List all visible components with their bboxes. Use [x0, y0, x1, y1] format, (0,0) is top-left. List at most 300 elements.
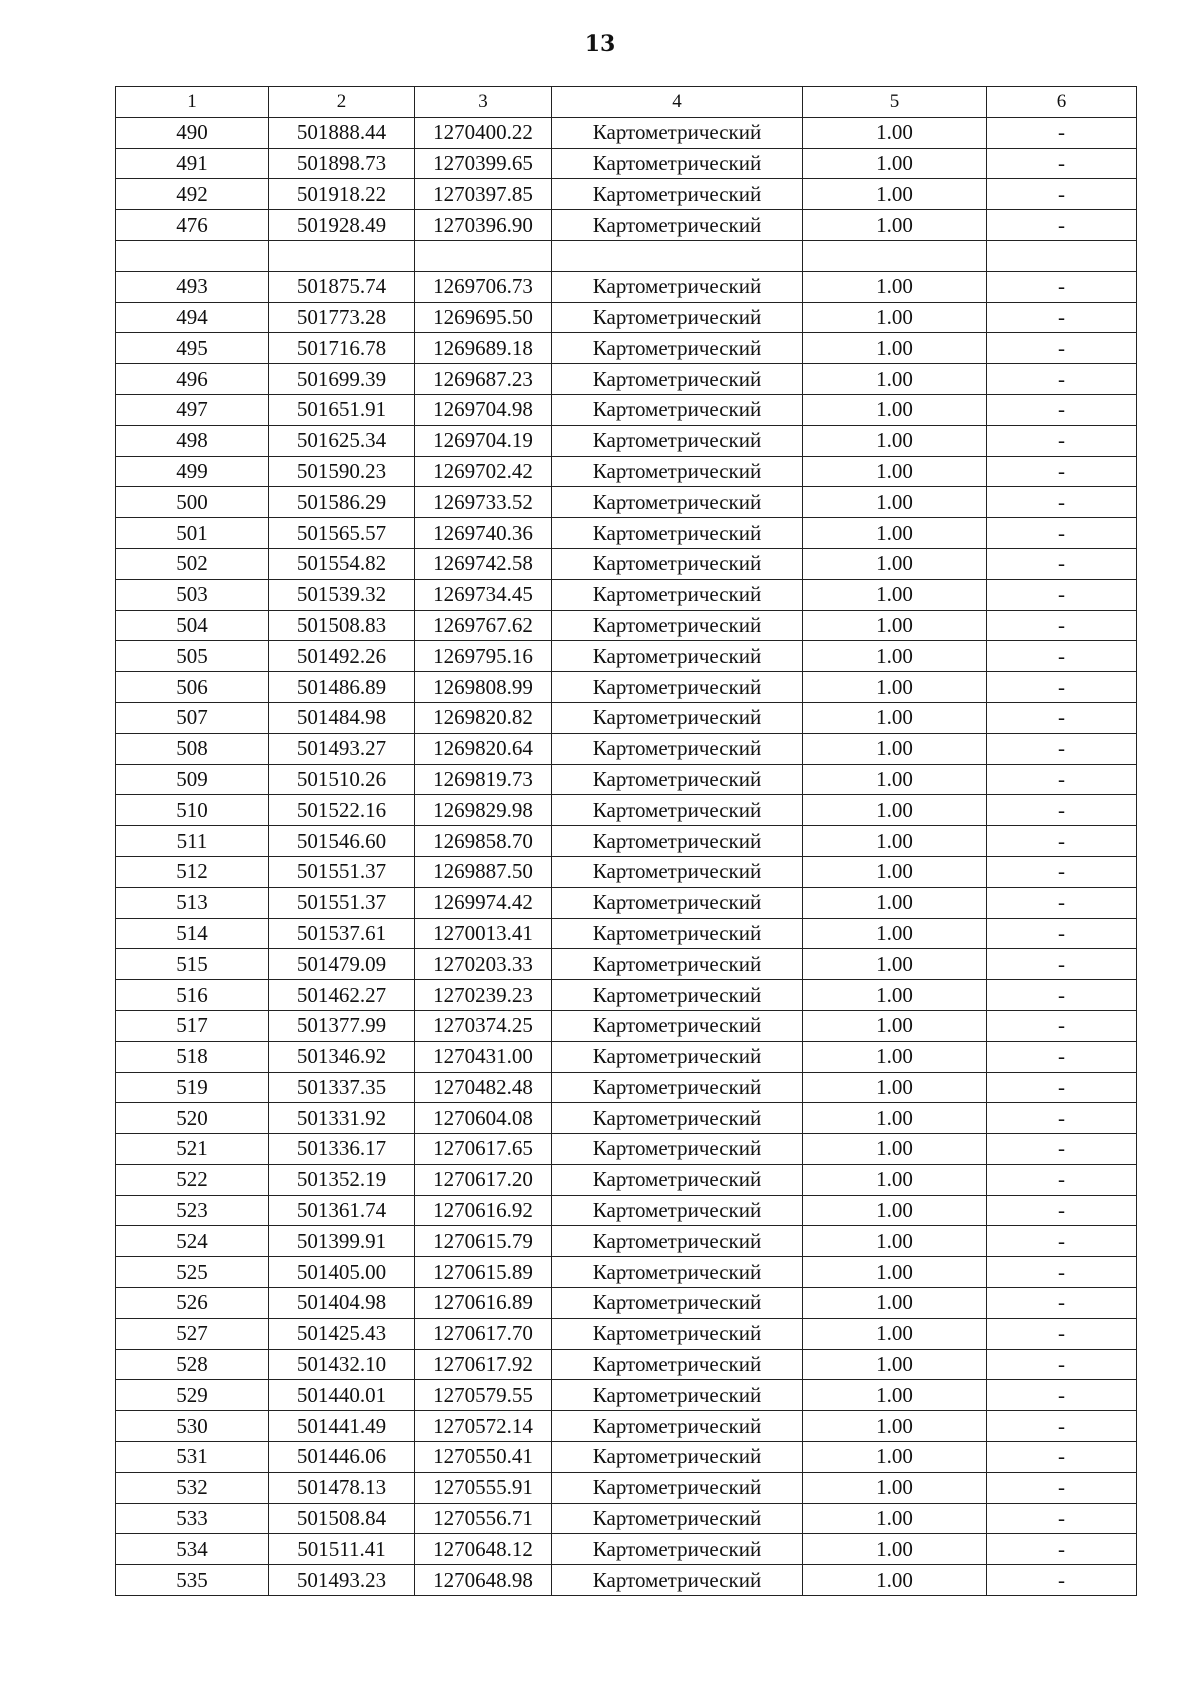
table-row	[116, 1534, 1137, 1565]
method-cell: Картометрический	[552, 271, 803, 302]
note-cell: -	[987, 949, 1137, 980]
table-row	[116, 456, 1137, 487]
note-cell: -	[987, 1380, 1137, 1411]
table-row	[116, 733, 1137, 764]
method-cell: Картометрический	[552, 672, 803, 703]
table-row	[116, 579, 1137, 610]
x-coordinate-cell: 501898.73	[269, 148, 415, 179]
x-coordinate-cell: 501441.49	[269, 1411, 415, 1442]
point-number-cell: 493	[116, 271, 269, 302]
x-coordinate-cell: 501928.49	[269, 210, 415, 241]
method-cell: Картометрический	[552, 949, 803, 980]
y-coordinate-cell	[415, 240, 552, 271]
table-body	[116, 117, 1137, 1595]
note-cell: -	[987, 1411, 1137, 1442]
point-number-cell: 531	[116, 1442, 269, 1473]
table-row	[116, 1565, 1137, 1596]
point-number-cell: 509	[116, 764, 269, 795]
note-cell: -	[987, 764, 1137, 795]
method-cell: Картометрический	[552, 733, 803, 764]
note-cell: -	[987, 394, 1137, 425]
x-coordinate-cell: 501522.16	[269, 795, 415, 826]
note-cell: -	[987, 980, 1137, 1011]
y-coordinate-cell: 1269858.70	[415, 826, 552, 857]
y-coordinate-cell: 1269820.64	[415, 733, 552, 764]
x-coordinate-cell: 501486.89	[269, 672, 415, 703]
point-number-cell: 529	[116, 1380, 269, 1411]
point-number-cell: 512	[116, 856, 269, 887]
y-coordinate-cell: 1269767.62	[415, 610, 552, 641]
note-cell: -	[987, 733, 1137, 764]
method-cell: Картометрический	[552, 425, 803, 456]
method-cell: Картометрический	[552, 641, 803, 672]
y-coordinate-cell: 1270616.92	[415, 1195, 552, 1226]
note-cell: -	[987, 117, 1137, 148]
x-coordinate-cell: 501404.98	[269, 1288, 415, 1319]
accuracy-cell: 1.00	[803, 1411, 987, 1442]
method-cell: Картометрический	[552, 1164, 803, 1195]
x-coordinate-cell: 501440.01	[269, 1380, 415, 1411]
method-cell: Картометрический	[552, 579, 803, 610]
table-row	[116, 1072, 1137, 1103]
table-row	[116, 1010, 1137, 1041]
point-number-cell	[116, 240, 269, 271]
method-cell: Картометрический	[552, 1010, 803, 1041]
y-coordinate-cell: 1270648.98	[415, 1565, 552, 1596]
accuracy-cell: 1.00	[803, 271, 987, 302]
y-coordinate-cell: 1270203.33	[415, 949, 552, 980]
y-coordinate-cell: 1269795.16	[415, 641, 552, 672]
table-row	[116, 1380, 1137, 1411]
x-coordinate-cell: 501918.22	[269, 179, 415, 210]
x-coordinate-cell: 501586.29	[269, 487, 415, 518]
table-row	[116, 487, 1137, 518]
method-cell: Картометрический	[552, 548, 803, 579]
accuracy-cell: 1.00	[803, 887, 987, 918]
note-cell: -	[987, 795, 1137, 826]
point-number-cell: 496	[116, 364, 269, 395]
method-cell: Картометрический	[552, 456, 803, 487]
method-cell: Картометрический	[552, 487, 803, 518]
x-coordinate-cell: 501361.74	[269, 1195, 415, 1226]
table-row	[116, 887, 1137, 918]
point-number-cell: 526	[116, 1288, 269, 1319]
table-row	[116, 949, 1137, 980]
accuracy-cell: 1.00	[803, 795, 987, 826]
note-cell	[987, 240, 1137, 271]
accuracy-cell: 1.00	[803, 1195, 987, 1226]
accuracy-cell: 1.00	[803, 1349, 987, 1380]
accuracy-cell: 1.00	[803, 487, 987, 518]
method-cell	[552, 240, 803, 271]
y-coordinate-cell: 1270617.92	[415, 1349, 552, 1380]
table-row	[116, 1349, 1137, 1380]
method-cell: Картометрический	[552, 394, 803, 425]
method-cell: Картометрический	[552, 1072, 803, 1103]
x-coordinate-cell: 501337.35	[269, 1072, 415, 1103]
y-coordinate-cell: 1270399.65	[415, 148, 552, 179]
x-coordinate-cell: 501462.27	[269, 980, 415, 1011]
point-number-cell: 504	[116, 610, 269, 641]
note-cell: -	[987, 641, 1137, 672]
note-cell: -	[987, 672, 1137, 703]
accuracy-cell: 1.00	[803, 672, 987, 703]
note-cell: -	[987, 1226, 1137, 1257]
method-cell: Картометрический	[552, 856, 803, 887]
header-row	[116, 87, 1137, 118]
table-row	[116, 1103, 1137, 1134]
note-cell: -	[987, 1288, 1137, 1319]
note-cell: -	[987, 1318, 1137, 1349]
method-cell: Картометрический	[552, 1503, 803, 1534]
table-row	[116, 1318, 1137, 1349]
accuracy-cell: 1.00	[803, 1134, 987, 1165]
accuracy-cell: 1.00	[803, 826, 987, 857]
point-number-cell: 502	[116, 548, 269, 579]
accuracy-cell: 1.00	[803, 1164, 987, 1195]
x-coordinate-cell: 501377.99	[269, 1010, 415, 1041]
y-coordinate-cell: 1269695.50	[415, 302, 552, 333]
y-coordinate-cell: 1270396.90	[415, 210, 552, 241]
point-number-cell: 516	[116, 980, 269, 1011]
x-coordinate-cell: 501716.78	[269, 333, 415, 364]
point-number-cell: 535	[116, 1565, 269, 1596]
y-coordinate-cell: 1269689.18	[415, 333, 552, 364]
table-row	[116, 826, 1137, 857]
x-coordinate-cell: 501352.19	[269, 1164, 415, 1195]
y-coordinate-cell: 1270013.41	[415, 918, 552, 949]
table-row	[116, 302, 1137, 333]
y-coordinate-cell: 1270617.65	[415, 1134, 552, 1165]
point-number-cell: 511	[116, 826, 269, 857]
y-coordinate-cell: 1270397.85	[415, 179, 552, 210]
accuracy-cell: 1.00	[803, 702, 987, 733]
method-cell: Картометрический	[552, 148, 803, 179]
table-row	[116, 795, 1137, 826]
table-row	[116, 518, 1137, 549]
point-number-cell: 527	[116, 1318, 269, 1349]
accuracy-cell: 1.00	[803, 117, 987, 148]
method-cell: Картометрический	[552, 117, 803, 148]
y-coordinate-cell: 1270648.12	[415, 1534, 552, 1565]
table-row	[116, 333, 1137, 364]
point-number-cell: 530	[116, 1411, 269, 1442]
point-number-cell: 523	[116, 1195, 269, 1226]
y-coordinate-cell: 1269829.98	[415, 795, 552, 826]
table-row	[116, 1503, 1137, 1534]
accuracy-cell: 1.00	[803, 1318, 987, 1349]
table-row	[116, 1257, 1137, 1288]
accuracy-cell: 1.00	[803, 1257, 987, 1288]
accuracy-cell: 1.00	[803, 148, 987, 179]
x-coordinate-cell: 501336.17	[269, 1134, 415, 1165]
x-coordinate-cell: 501888.44	[269, 117, 415, 148]
accuracy-cell: 1.00	[803, 1103, 987, 1134]
table-header	[116, 87, 1137, 118]
point-number-cell: 524	[116, 1226, 269, 1257]
x-coordinate-cell: 501625.34	[269, 425, 415, 456]
y-coordinate-cell: 1270431.00	[415, 1041, 552, 1072]
method-cell: Картометрический	[552, 1534, 803, 1565]
point-number-cell: 476	[116, 210, 269, 241]
note-cell: -	[987, 1134, 1137, 1165]
x-coordinate-cell: 501432.10	[269, 1349, 415, 1380]
point-number-cell: 494	[116, 302, 269, 333]
x-coordinate-cell: 501446.06	[269, 1442, 415, 1473]
page-number: 13	[584, 31, 616, 57]
point-number-cell: 513	[116, 887, 269, 918]
note-cell: -	[987, 364, 1137, 395]
y-coordinate-cell: 1270579.55	[415, 1380, 552, 1411]
header-cell-col5: 5	[803, 87, 987, 118]
point-number-cell: 498	[116, 425, 269, 456]
point-number-cell: 521	[116, 1134, 269, 1165]
y-coordinate-cell: 1269706.73	[415, 271, 552, 302]
accuracy-cell: 1.00	[803, 179, 987, 210]
x-coordinate-cell: 501492.26	[269, 641, 415, 672]
point-number-cell: 497	[116, 394, 269, 425]
method-cell: Картометрический	[552, 887, 803, 918]
accuracy-cell: 1.00	[803, 548, 987, 579]
method-cell: Картометрический	[552, 1565, 803, 1596]
y-coordinate-cell: 1270615.79	[415, 1226, 552, 1257]
accuracy-cell: 1.00	[803, 980, 987, 1011]
point-number-cell: 500	[116, 487, 269, 518]
header-cell-col2: 2	[269, 87, 415, 118]
point-number-cell: 528	[116, 1349, 269, 1380]
table-row	[116, 425, 1137, 456]
note-cell: -	[987, 425, 1137, 456]
table-row	[116, 240, 1137, 271]
method-cell: Картометрический	[552, 179, 803, 210]
accuracy-cell: 1.00	[803, 1472, 987, 1503]
x-coordinate-cell	[269, 240, 415, 271]
accuracy-cell: 1.00	[803, 1072, 987, 1103]
coordinates-table	[115, 86, 1137, 1596]
note-cell: -	[987, 579, 1137, 610]
note-cell: -	[987, 1010, 1137, 1041]
accuracy-cell: 1.00	[803, 733, 987, 764]
x-coordinate-cell: 501511.41	[269, 1534, 415, 1565]
table-row	[116, 179, 1137, 210]
method-cell: Картометрический	[552, 1226, 803, 1257]
x-coordinate-cell: 501331.92	[269, 1103, 415, 1134]
y-coordinate-cell: 1270555.91	[415, 1472, 552, 1503]
accuracy-cell: 1.00	[803, 1503, 987, 1534]
x-coordinate-cell: 501551.37	[269, 887, 415, 918]
x-coordinate-cell: 501484.98	[269, 702, 415, 733]
accuracy-cell: 1.00	[803, 1010, 987, 1041]
header-cell-col1: 1	[116, 87, 269, 118]
method-cell: Картометрический	[552, 1349, 803, 1380]
method-cell: Картометрический	[552, 1134, 803, 1165]
y-coordinate-cell: 1270374.25	[415, 1010, 552, 1041]
point-number-cell: 507	[116, 702, 269, 733]
y-coordinate-cell: 1269974.42	[415, 887, 552, 918]
table-row	[116, 764, 1137, 795]
note-cell: -	[987, 826, 1137, 857]
point-number-cell: 503	[116, 579, 269, 610]
method-cell: Картометрический	[552, 795, 803, 826]
note-cell: -	[987, 1041, 1137, 1072]
y-coordinate-cell: 1269702.42	[415, 456, 552, 487]
table-row	[116, 610, 1137, 641]
y-coordinate-cell: 1269887.50	[415, 856, 552, 887]
table-row	[116, 1164, 1137, 1195]
y-coordinate-cell: 1269704.98	[415, 394, 552, 425]
note-cell: -	[987, 610, 1137, 641]
method-cell: Картометрический	[552, 1195, 803, 1226]
accuracy-cell: 1.00	[803, 456, 987, 487]
note-cell: -	[987, 1503, 1137, 1534]
y-coordinate-cell: 1269820.82	[415, 702, 552, 733]
method-cell: Картометрический	[552, 826, 803, 857]
point-number-cell: 517	[116, 1010, 269, 1041]
table-row	[116, 641, 1137, 672]
y-coordinate-cell: 1270616.89	[415, 1288, 552, 1319]
accuracy-cell: 1.00	[803, 210, 987, 241]
method-cell: Картометрический	[552, 1288, 803, 1319]
x-coordinate-cell: 501539.32	[269, 579, 415, 610]
point-number-cell: 534	[116, 1534, 269, 1565]
accuracy-cell	[803, 240, 987, 271]
y-coordinate-cell: 1270556.71	[415, 1503, 552, 1534]
y-coordinate-cell: 1269734.45	[415, 579, 552, 610]
accuracy-cell: 1.00	[803, 1534, 987, 1565]
table-row	[116, 980, 1137, 1011]
method-cell: Картометрический	[552, 1472, 803, 1503]
x-coordinate-cell: 501508.84	[269, 1503, 415, 1534]
y-coordinate-cell: 1269687.23	[415, 364, 552, 395]
method-cell: Картометрический	[552, 1318, 803, 1349]
note-cell: -	[987, 1164, 1137, 1195]
accuracy-cell: 1.00	[803, 1442, 987, 1473]
table-row	[116, 1288, 1137, 1319]
accuracy-cell: 1.00	[803, 764, 987, 795]
note-cell: -	[987, 856, 1137, 887]
note-cell: -	[987, 702, 1137, 733]
table-row	[116, 364, 1137, 395]
note-cell: -	[987, 456, 1137, 487]
method-cell: Картометрический	[552, 1380, 803, 1411]
accuracy-cell: 1.00	[803, 949, 987, 980]
y-coordinate-cell: 1270604.08	[415, 1103, 552, 1134]
method-cell: Картометрический	[552, 1442, 803, 1473]
note-cell: -	[987, 887, 1137, 918]
x-coordinate-cell: 501493.27	[269, 733, 415, 764]
method-cell: Картометрический	[552, 764, 803, 795]
method-cell: Картометрический	[552, 1257, 803, 1288]
note-cell: -	[987, 1257, 1137, 1288]
x-coordinate-cell: 501399.91	[269, 1226, 415, 1257]
x-coordinate-cell: 501479.09	[269, 949, 415, 980]
point-number-cell: 510	[116, 795, 269, 826]
point-number-cell: 533	[116, 1503, 269, 1534]
y-coordinate-cell: 1270550.41	[415, 1442, 552, 1473]
accuracy-cell: 1.00	[803, 425, 987, 456]
method-cell: Картометрический	[552, 702, 803, 733]
x-coordinate-cell: 501346.92	[269, 1041, 415, 1072]
method-cell: Картометрический	[552, 333, 803, 364]
y-coordinate-cell: 1269704.19	[415, 425, 552, 456]
y-coordinate-cell: 1269733.52	[415, 487, 552, 518]
point-number-cell: 505	[116, 641, 269, 672]
point-number-cell: 520	[116, 1103, 269, 1134]
note-cell: -	[987, 1349, 1137, 1380]
point-number-cell: 495	[116, 333, 269, 364]
note-cell: -	[987, 1565, 1137, 1596]
y-coordinate-cell: 1270615.89	[415, 1257, 552, 1288]
note-cell: -	[987, 1072, 1137, 1103]
y-coordinate-cell: 1270239.23	[415, 980, 552, 1011]
method-cell: Картометрический	[552, 918, 803, 949]
note-cell: -	[987, 1442, 1137, 1473]
method-cell: Картометрический	[552, 518, 803, 549]
x-coordinate-cell: 501546.60	[269, 826, 415, 857]
x-coordinate-cell: 501493.23	[269, 1565, 415, 1596]
point-number-cell: 490	[116, 117, 269, 148]
y-coordinate-cell: 1269742.58	[415, 548, 552, 579]
note-cell: -	[987, 1534, 1137, 1565]
x-coordinate-cell: 501425.43	[269, 1318, 415, 1349]
table-row	[116, 1195, 1137, 1226]
x-coordinate-cell: 501510.26	[269, 764, 415, 795]
table-row	[116, 548, 1137, 579]
x-coordinate-cell: 501699.39	[269, 364, 415, 395]
table-row	[116, 148, 1137, 179]
table-row	[116, 1411, 1137, 1442]
note-cell: -	[987, 548, 1137, 579]
header-cell-col3: 3	[415, 87, 552, 118]
x-coordinate-cell: 501554.82	[269, 548, 415, 579]
table-row	[116, 672, 1137, 703]
point-number-cell: 508	[116, 733, 269, 764]
y-coordinate-cell: 1270572.14	[415, 1411, 552, 1442]
note-cell: -	[987, 302, 1137, 333]
table-row	[116, 1472, 1137, 1503]
method-cell: Картометрический	[552, 610, 803, 641]
accuracy-cell: 1.00	[803, 394, 987, 425]
note-cell: -	[987, 918, 1137, 949]
accuracy-cell: 1.00	[803, 579, 987, 610]
accuracy-cell: 1.00	[803, 1380, 987, 1411]
x-coordinate-cell: 501551.37	[269, 856, 415, 887]
point-number-cell: 518	[116, 1041, 269, 1072]
method-cell: Картометрический	[552, 1041, 803, 1072]
accuracy-cell: 1.00	[803, 1041, 987, 1072]
table-row	[116, 394, 1137, 425]
x-coordinate-cell: 501405.00	[269, 1257, 415, 1288]
accuracy-cell: 1.00	[803, 610, 987, 641]
note-cell: -	[987, 518, 1137, 549]
point-number-cell: 499	[116, 456, 269, 487]
header-cell-col4: 4	[552, 87, 803, 118]
x-coordinate-cell: 501651.91	[269, 394, 415, 425]
note-cell: -	[987, 333, 1137, 364]
accuracy-cell: 1.00	[803, 1288, 987, 1319]
point-number-cell: 515	[116, 949, 269, 980]
point-number-cell: 501	[116, 518, 269, 549]
header-cell-col6: 6	[987, 87, 1137, 118]
y-coordinate-cell: 1270617.20	[415, 1164, 552, 1195]
method-cell: Картометрический	[552, 302, 803, 333]
y-coordinate-cell: 1269808.99	[415, 672, 552, 703]
method-cell: Картометрический	[552, 1411, 803, 1442]
point-number-cell: 532	[116, 1472, 269, 1503]
table-row	[116, 271, 1137, 302]
accuracy-cell: 1.00	[803, 302, 987, 333]
point-number-cell: 525	[116, 1257, 269, 1288]
